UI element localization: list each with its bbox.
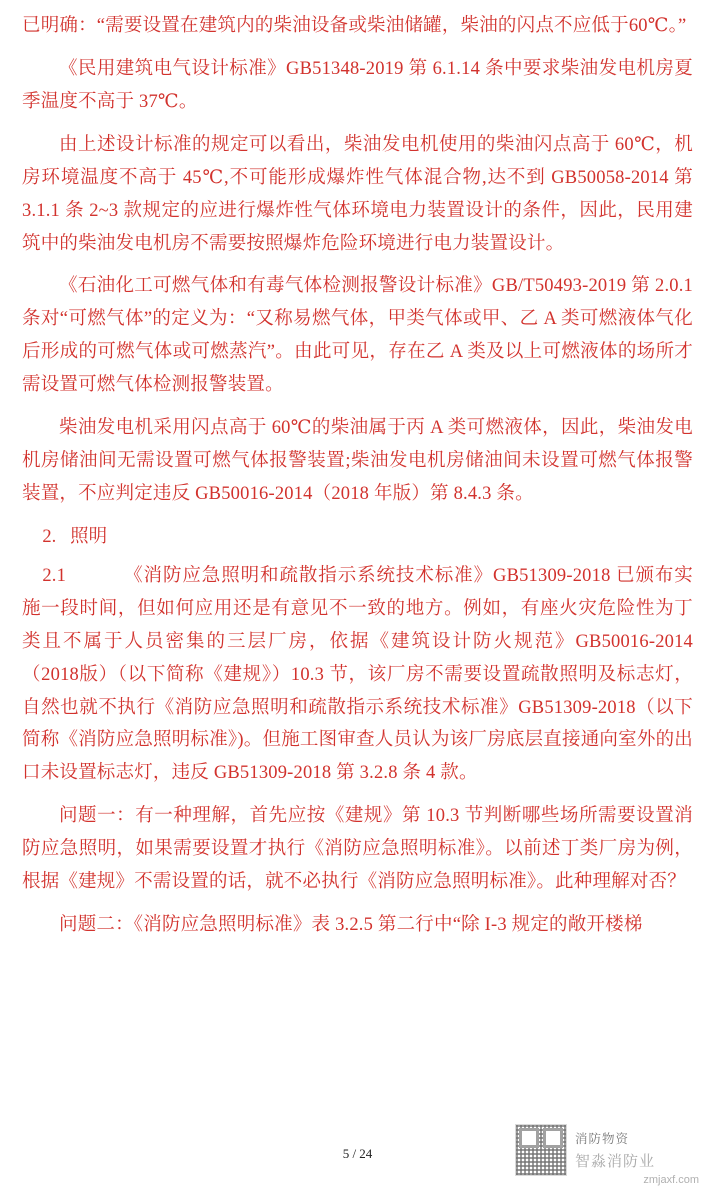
section-number: 2. bbox=[42, 526, 57, 547]
watermark-brand-line2: 智淼消防业 bbox=[575, 1153, 656, 1170]
paragraph-2: 《民用建筑电气设计标准》GB51348-2019 第 6.1.14 条中要求柴油发电机房夏季温度不高于 37℃。 bbox=[22, 58, 693, 112]
paragraph-5: 柴油发电机采用闪点高于 60℃的柴油属于丙 A 类可燃液体，因此，柴油发电机房储油间无需设置可燃气体报警装置;柴油发电机房储油间未设置可燃气体报警装置，不应判定违反 GB50016-2014（2018 年版）第 8.4.3 条。 bbox=[22, 418, 693, 504]
watermark bbox=[515, 1120, 701, 1180]
subsection-2-1 bbox=[22, 560, 693, 790]
question-two: 问题二：《消防应急照明标准》表 3.2.5 第二行中“除 I-3 规定的敞开楼梯 bbox=[59, 915, 643, 936]
subsection-body: 《消防应急照明和疏散指示系统技术标准》GB51309-2018 已颁布实施一段时间，但如何应用还是有意见不一致的地方。例如，有座火灾危险性为丁类且不属于人员密集的三层厂房，依据《建筑设计防火规范》GB50016-2014（2018版）（以下简称《建规》）10.3 节，该厂房不需要设置疏散照明及标志灯，自然也就不执行《消防应急照明和疏散指示系统技术标准》GB51309-2018（以下简称《消防应急照明标准》)。但施工图审查人员认为该厂房底层直接通向室外的出口未设置标志灯，违反 GB51309-2018 第 3.2.8 条 4 款。 bbox=[22, 565, 693, 784]
watermark-domain: zmjaxf.com bbox=[643, 1174, 699, 1186]
paragraph-3: 由上述设计标准的规定可以看出，柴油发电机使用的柴油闪点高于 60℃，机房环境温度不高于 45℃,不可能形成爆炸性气体混合物,达不到 GB50058-2014 第 3.1.1 条 2~3 款规定的应进行爆炸性气体环境电力装置设计的条件，因此，民用建筑中的柴油发电机房不需要按照爆炸危险环境进行电力装置设计。 bbox=[22, 134, 693, 254]
page-number: 5 / 24 bbox=[342, 1146, 373, 1161]
section-heading bbox=[22, 521, 693, 554]
paragraph-1: 已明确：“需要设置在建筑内的柴油设备或柴油储罐，柴油的闪点不应低于60℃。” bbox=[22, 16, 687, 36]
question-one: 问题一：有一种理解，首先应按《建规》第 10.3 节判断哪些场所需要设置消防应急照明，如果需要设置才执行《消防应急照明标准》。以前述丁类厂房为例，根据《建规》不需设置的话，就不必执行《消防应急照明标准》。此种理解对否？ bbox=[22, 806, 693, 893]
subsection-number: 2.1 bbox=[42, 565, 67, 586]
qr-code-icon bbox=[515, 1124, 567, 1176]
watermark-text bbox=[575, 1129, 655, 1171]
paragraph-4: 《石油化工可燃气体和有毒气体检测报警设计标准》GB/T50493-2019 第 2.0.1 条对“可燃气体”的定义为：“又称易燃气体，甲类气体或甲、乙 A 类可燃液体气化后形成的可燃气体或可燃蒸汽”。由此可见，存在乙 A 类及以上可燃液体的场所才需设置可燃气体检测报警装置。 bbox=[22, 276, 693, 396]
watermark-brand-line1: 消防物资 bbox=[575, 1132, 630, 1146]
section-title: 照明 bbox=[70, 526, 108, 547]
